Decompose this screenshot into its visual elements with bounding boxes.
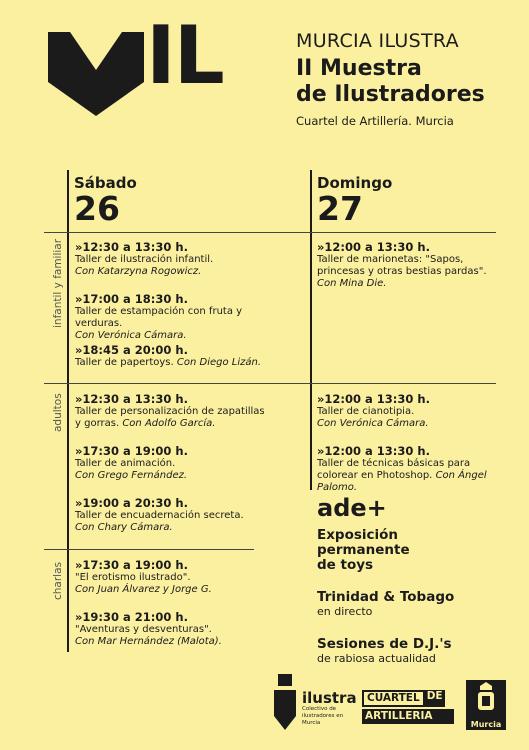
event-host: Con Mar Hernández (Malota). — [75, 636, 222, 647]
event-desc: "El erotismo ilustrado". — [75, 572, 191, 583]
event-desc: Taller de encuadernación secreta. — [75, 510, 244, 521]
section-line-adultos — [44, 383, 496, 384]
section-label-infantil: infantil y familiar — [52, 238, 64, 328]
extras-item — [317, 637, 517, 665]
event-time: »12:00 a 13:30 h. — [317, 240, 430, 254]
event-item — [75, 444, 275, 482]
page-title — [296, 56, 526, 108]
event-host: Con Katarzyna Rogowicz. — [75, 266, 202, 277]
murcia-label: Murcia — [470, 720, 502, 729]
saturday-number: 26 — [74, 189, 120, 228]
event-host: Con Verónica Cámara. — [317, 418, 429, 429]
event-desc: Taller de papertoys. — [75, 357, 174, 368]
event-host: Con Grego Fernández. — [75, 470, 188, 481]
event-desc: Taller de técnicas básicas para colorear en Photoshop. — [317, 458, 471, 481]
event-host: Con Adolfo García. — [122, 418, 216, 429]
event-time: »12:00 a 13:30 h. — [317, 444, 430, 458]
section-line-infantil — [44, 232, 496, 233]
event-time: »17:00 a 18:30 h. — [75, 292, 188, 306]
event-host: Con Mina Die. — [317, 278, 387, 289]
sunday-number: 27 — [317, 189, 363, 228]
event-time: »19:30 a 21:00 h. — [75, 610, 188, 624]
event-time: »17:30 a 19:00 h. — [75, 444, 188, 458]
saturday-header — [74, 174, 137, 226]
cuartel-line-1: CUARTEL — [362, 690, 425, 707]
title-line-2: de Ilustradores — [296, 82, 485, 107]
event-time: »19:00 a 20:30 h. — [75, 496, 188, 510]
v-logo-icon — [48, 32, 144, 116]
title-line-1: II Muestra — [296, 56, 422, 81]
ilustra-sub: Colectivo de ilustradores en Murcia — [302, 706, 344, 726]
event-host: Con Verónica Cámara. — [75, 330, 187, 341]
section-label-charlas: charlas — [52, 561, 64, 600]
event-item — [317, 444, 507, 494]
event-time: »12:30 a 13:30 h. — [75, 240, 188, 254]
section-label-adultos: adultos — [52, 393, 64, 432]
extras-item-title: Sesiones de D.J.'s — [317, 636, 452, 652]
cuartel-line-2: ARTILLERIA — [362, 709, 454, 724]
event-item — [75, 292, 255, 342]
event-item — [317, 392, 517, 430]
extras-item-title: Trinidad & Tobago — [317, 589, 455, 605]
event-host: Con Chary Cámara. — [75, 522, 173, 533]
event-desc: "Aventuras y desventuras". — [75, 624, 212, 635]
brand-name: MURCIA ILUSTRA — [296, 30, 459, 52]
extras-heading: ade+ — [317, 494, 387, 522]
section-line-charlas — [44, 549, 254, 550]
event-host: Con Ángel Palomo. — [317, 470, 487, 493]
extras-item — [317, 590, 517, 618]
event-desc: Taller de estampación con fruta y verduras. — [75, 306, 243, 329]
murcia-logo — [466, 680, 506, 730]
event-desc: Taller de animación. — [75, 458, 176, 469]
logo-text: IL — [146, 9, 223, 102]
event-host: Con Juan Álvarez y Jorge G. — [75, 584, 212, 595]
event-item — [75, 558, 275, 596]
saturday-divider — [67, 170, 69, 652]
ilustra-logo-icon — [274, 674, 296, 730]
sunday-header — [317, 174, 392, 226]
event-item — [75, 610, 275, 648]
extras-item-sub: de rabiosa actualidad — [317, 652, 436, 665]
event-item — [75, 392, 265, 430]
page-subtitle: Cuartel de Artillería. Murcia — [296, 114, 454, 128]
cuartel-logo — [362, 690, 454, 724]
event-time: »17:30 a 19:00 h. — [75, 558, 188, 572]
extras-item — [317, 528, 427, 573]
event-desc: Taller de cianotipia. — [317, 406, 415, 417]
sunday-divider — [310, 170, 312, 490]
event-time: »12:30 a 13:30 h. — [75, 392, 188, 406]
ilustra-name: ilustra — [302, 689, 357, 707]
sunday-name: Domingo — [317, 174, 393, 192]
event-item — [317, 240, 507, 290]
extras-item-sub: en directo — [317, 605, 373, 618]
saturday-name: Sábado — [74, 174, 137, 192]
ilustra-logo — [302, 690, 357, 727]
event-desc: Taller de ilustración infantil. — [75, 254, 214, 265]
event-item — [75, 343, 275, 369]
event-time: »12:00 a 13:30 h. — [317, 392, 430, 406]
crown-crest-icon — [466, 680, 506, 716]
event-desc: Taller de personalización de zapatillas y gorras. — [75, 406, 265, 429]
event-item — [75, 496, 275, 534]
extras-item-title: Exposición permanente de toys — [317, 527, 410, 573]
event-item — [75, 240, 275, 278]
event-time: »18:45 a 20:00 h. — [75, 343, 188, 357]
cuartel-de: DE — [425, 690, 445, 707]
event-desc: Taller de marionetas: "Sapos, princesas y otras bestias pardas". — [317, 254, 487, 277]
event-host: Con Diego Lizán. — [176, 357, 262, 368]
